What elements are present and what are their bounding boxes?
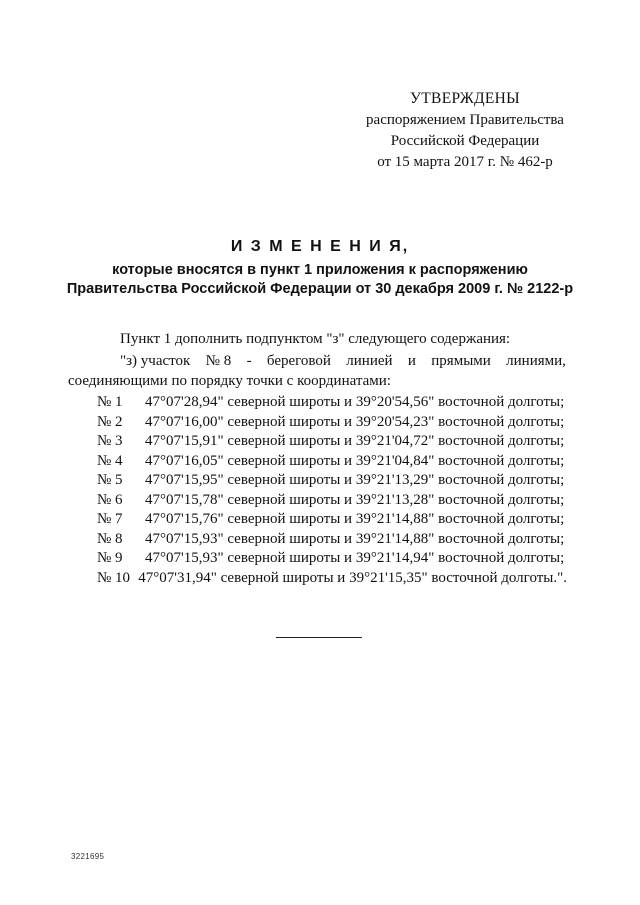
document-subtitle xyxy=(60,261,580,299)
approval-block xyxy=(360,88,570,173)
point-coordinates: 47°07'31,94" северной широты и 39°21'15,35" восточной долготы.". xyxy=(138,569,567,586)
point-coordinates: 47°07'15,93" северной широты и 39°21'14,94" восточной долготы; xyxy=(145,550,565,566)
point-coordinates: 47°07'15,78" северной широты и 39°21'13,28" восточной долготы; xyxy=(145,491,565,508)
point-coordinates: 47°07'28,94" северной широты и 39°20'54,56" восточной долготы; xyxy=(145,394,565,410)
point-coordinates: 47°07'15,93" северной широты и 39°21'14,88" восточной долготы; xyxy=(145,530,565,547)
point-number: № 5 xyxy=(97,472,123,488)
para-word: линией xyxy=(346,353,393,369)
point-row xyxy=(97,510,567,530)
approval-line-1: распоряжением Правительства xyxy=(366,112,564,128)
point-number: № 1 xyxy=(97,394,123,410)
subtitle-line-2: Правительства Российской Федерации от 30 декабря 2009 г. № 2122-р xyxy=(66,281,574,297)
point-number: № 2 xyxy=(97,413,123,430)
para-word: линиями, xyxy=(506,353,566,369)
para-word: - xyxy=(246,353,252,369)
justified-paragraph-line xyxy=(120,352,566,371)
end-divider xyxy=(276,637,362,638)
point-coordinates: 47°07'15,95" северной широты и 39°21'13,29" восточной долготы; xyxy=(145,472,565,488)
para-word: и xyxy=(407,353,416,369)
footer-document-code: 3221695 xyxy=(71,852,105,861)
point-row xyxy=(97,413,567,433)
point-row xyxy=(97,393,567,413)
point-row xyxy=(97,569,567,589)
subtitle-line-1: которые вносятся в пункт 1 приложения к распоряжению xyxy=(112,262,528,278)
point-row xyxy=(97,471,567,491)
point-number: № 9 xyxy=(97,550,123,566)
point-coordinates: 47°07'16,00" северной широты и 39°20'54,23" восточной долготы; xyxy=(145,413,565,430)
approval-line-3: от 15 марта 2017 г. № 462-р xyxy=(377,154,553,170)
point-row xyxy=(97,491,567,511)
point-row xyxy=(97,432,567,452)
approval-heading: УТВЕРЖДЕНЫ xyxy=(410,90,520,107)
point-number: № 7 xyxy=(97,511,123,527)
point-coordinates: 47°07'15,76" северной широты и 39°21'14,88" восточной долготы; xyxy=(145,511,565,527)
point-number: № 6 xyxy=(97,491,123,508)
point-number: № 3 xyxy=(97,433,123,449)
point-number: № 10 xyxy=(97,569,131,586)
para-word: прямыми xyxy=(431,353,491,369)
point-row xyxy=(97,452,567,472)
point-row xyxy=(97,549,567,569)
intro-paragraph: Пункт 1 дополнить подпунктом "з" следующего содержания: xyxy=(120,331,511,347)
para-word: "з) участок xyxy=(120,353,191,369)
para-word: береговой xyxy=(266,353,331,369)
point-coordinates: 47°07'15,91" северной широты и 39°21'04,72" восточной долготы; xyxy=(145,433,565,449)
point-coordinates: 47°07'16,05" северной широты и 39°21'04,84" восточной долготы; xyxy=(145,452,565,469)
point-number: № 4 xyxy=(97,452,123,469)
approval-line-2: Российской Федерации xyxy=(390,133,540,149)
document-title: И З М Е Н Е Н И Я, xyxy=(230,238,410,255)
coordinate-points-list xyxy=(97,393,567,588)
point-number: № 8 xyxy=(97,530,123,547)
point-row xyxy=(97,530,567,550)
paragraph-continuation: соединяющими по порядку точки с координатами: xyxy=(68,373,391,389)
para-word: № 8 xyxy=(205,353,232,369)
